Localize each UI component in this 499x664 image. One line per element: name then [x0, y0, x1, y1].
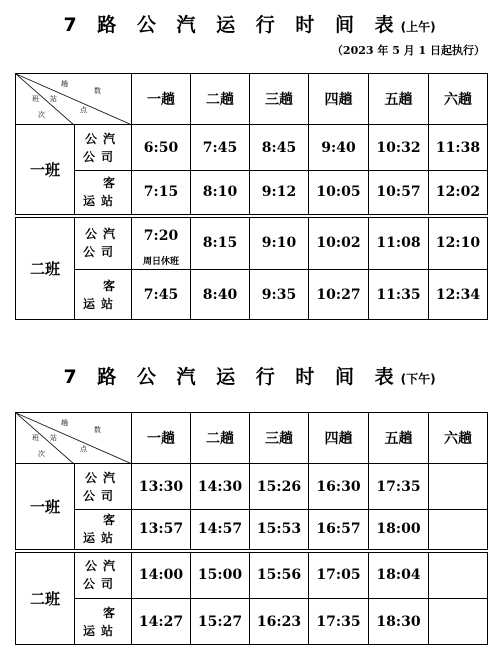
- time-cell: 12:10: [429, 216, 488, 270]
- corner-label-low: 点: [80, 106, 87, 114]
- shift-label: 二班: [16, 551, 75, 645]
- corner-label-left: 班: [32, 434, 39, 442]
- time-cell: 15:00: [191, 551, 250, 599]
- time-cell: [429, 551, 488, 599]
- corner-header-cell: [16, 413, 132, 464]
- time-cell: 15:27: [191, 599, 250, 645]
- table-row: [16, 270, 488, 320]
- station-line1: 公汽: [84, 227, 121, 242]
- time-cell: 14:30: [191, 464, 250, 510]
- time-cell: 15:56: [250, 551, 309, 599]
- time-cell: 15:53: [250, 510, 309, 551]
- station-line1: 公汽: [84, 470, 121, 485]
- station-line1: 客: [102, 513, 121, 528]
- time-cell: 18:04: [369, 551, 429, 599]
- station-line2: 公司: [83, 149, 120, 164]
- corner-label-left: 班: [32, 95, 39, 103]
- station-label: [75, 599, 132, 645]
- table-row: [16, 599, 488, 645]
- morning-title-suffix: (上午): [400, 20, 436, 34]
- day-header-3: 三趟: [250, 413, 309, 464]
- time-cell: 14:57: [191, 510, 250, 551]
- time-cell: 10:05: [309, 171, 369, 216]
- effective-date-note: （2023 年 5 月 1 日起执行）: [331, 44, 485, 57]
- time-cell: 12:34: [429, 270, 488, 320]
- time-cell: 8:15: [191, 216, 250, 270]
- day-header-1: 一趟: [132, 413, 191, 464]
- time-cell: 17:05: [309, 551, 369, 599]
- station-line1: 客: [102, 605, 121, 620]
- time-cell: 10:32: [369, 125, 429, 171]
- header-row: [16, 74, 488, 125]
- station-line2: 运站: [83, 531, 120, 546]
- corner-label-bottom: 次: [38, 450, 45, 458]
- corner-label-mid: 站: [50, 95, 57, 103]
- time-cell: 17:35: [369, 464, 429, 510]
- sunday-off-note: 周日休班: [142, 257, 179, 267]
- station-line2: 运站: [83, 194, 120, 209]
- day-header-4: 四趟: [309, 413, 369, 464]
- time-cell: 6:50: [132, 125, 191, 171]
- morning-title: [0, 10, 499, 37]
- corner-label-bottom: 次: [38, 111, 45, 119]
- time-cell: 8:10: [191, 171, 250, 216]
- corner-label-top: 趟: [61, 80, 68, 88]
- table-row: [16, 125, 488, 171]
- station-line2: 运站: [83, 623, 120, 638]
- day-header-4: 四趟: [309, 74, 369, 125]
- day-header-3: 三趟: [250, 74, 309, 125]
- table-row: [16, 216, 488, 270]
- time-cell: [429, 599, 488, 645]
- day-header-5: 五趟: [369, 413, 429, 464]
- station-label: [75, 270, 132, 320]
- time-cell: 9:10: [250, 216, 309, 270]
- time-cell: 11:08: [369, 216, 429, 270]
- shift-label: 一班: [16, 464, 75, 551]
- time-cell: 18:30: [369, 599, 429, 645]
- table-row: [16, 551, 488, 599]
- corner-label-right: 数: [94, 87, 101, 95]
- time-cell: 17:35: [309, 599, 369, 645]
- time-cell: 7:15: [132, 171, 191, 216]
- time-cell: 18:00: [369, 510, 429, 551]
- station-label: [75, 125, 132, 171]
- time-cell: [429, 510, 488, 551]
- afternoon-timetable: [15, 412, 488, 645]
- time-cell: 11:35: [369, 270, 429, 320]
- morning-timetable: [15, 73, 488, 320]
- station-line2: 公司: [83, 577, 120, 592]
- day-header-2: 二趟: [191, 413, 250, 464]
- corner-label-right: 数: [94, 426, 101, 434]
- station-label: [75, 216, 132, 270]
- time-cell: 9:35: [250, 270, 309, 320]
- station-line1: 客: [102, 176, 121, 191]
- time-cell: 16:23: [250, 599, 309, 645]
- afternoon-title: [0, 362, 499, 389]
- shift-label: 一班: [16, 125, 75, 216]
- afternoon-title-suffix: (下午): [400, 372, 436, 386]
- station-line2: 运站: [83, 296, 120, 311]
- afternoon-title-text: 7 路 公 汽 运 行 时 间 表: [63, 366, 401, 388]
- shift-label: 二班: [16, 216, 75, 320]
- station-label: [75, 464, 132, 510]
- time-cell: 9:12: [250, 171, 309, 216]
- day-header-6: 六趟: [429, 413, 488, 464]
- table-row: [16, 171, 488, 216]
- time-cell: 10:02: [309, 216, 369, 270]
- station-line1: 公汽: [84, 559, 121, 574]
- day-header-2: 二趟: [191, 74, 250, 125]
- station-label: [75, 510, 132, 551]
- time-cell: 15:26: [250, 464, 309, 510]
- time-cell: 10:57: [369, 171, 429, 216]
- time-cell: 9:40: [309, 125, 369, 171]
- corner-header-cell: [16, 74, 132, 125]
- time-cell: 7:45: [132, 270, 191, 320]
- time-cell: 7:45: [191, 125, 250, 171]
- time-value: 7:20: [143, 227, 179, 244]
- time-cell: 8:45: [250, 125, 309, 171]
- station-label: [75, 171, 132, 216]
- time-cell: 10:27: [309, 270, 369, 320]
- corner-label-low: 点: [80, 445, 87, 453]
- morning-title-text: 7 路 公 汽 运 行 时 间 表: [63, 14, 401, 36]
- station-line2: 公司: [83, 488, 120, 503]
- time-cell: 16:30: [309, 464, 369, 510]
- station-line1: 客: [102, 278, 121, 293]
- time-cell: 16:57: [309, 510, 369, 551]
- table-row: [16, 510, 488, 551]
- station-line2: 公司: [83, 245, 120, 260]
- corner-label-mid: 站: [50, 434, 57, 442]
- time-cell: 14:00: [132, 551, 191, 599]
- header-row: [16, 413, 488, 464]
- day-header-1: 一趟: [132, 74, 191, 125]
- corner-label-top: 趟: [61, 419, 68, 427]
- station-line1: 公汽: [84, 131, 121, 146]
- time-cell: 8:40: [191, 270, 250, 320]
- time-cell: 14:27: [132, 599, 191, 645]
- day-header-6: 六趟: [429, 74, 488, 125]
- table-row: [16, 464, 488, 510]
- time-cell: 13:57: [132, 510, 191, 551]
- time-cell: 13:30: [132, 464, 191, 510]
- time-cell: [132, 216, 191, 270]
- time-cell: 11:38: [429, 125, 488, 171]
- day-header-5: 五趟: [369, 74, 429, 125]
- time-cell: 12:02: [429, 171, 488, 216]
- time-cell: [429, 464, 488, 510]
- station-label: [75, 551, 132, 599]
